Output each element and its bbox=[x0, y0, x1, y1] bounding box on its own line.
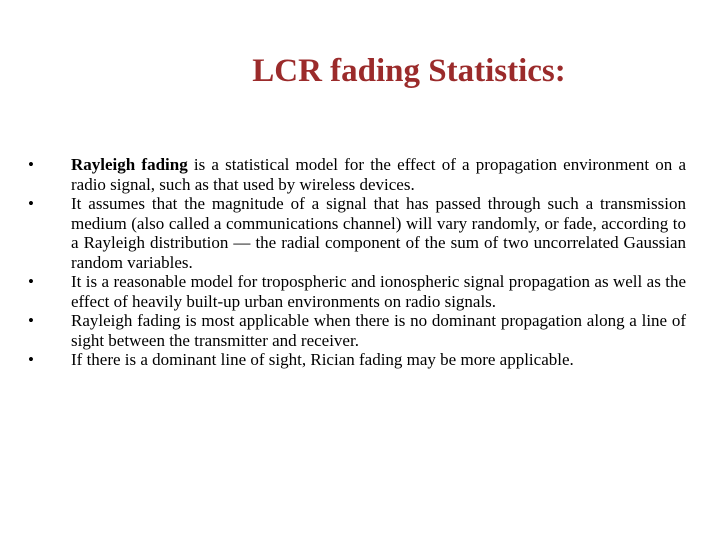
bullet-text: It is a reasonable model for tropospheric and ionospheric signal propagation as well as the effect of heavily built-up urban environments on radio signals. bbox=[71, 272, 686, 311]
bullet-item bbox=[28, 194, 686, 272]
bullet-icon: • bbox=[28, 155, 34, 174]
bullet-icon: • bbox=[28, 350, 34, 369]
bullet-icon: • bbox=[28, 194, 34, 213]
bullet-list bbox=[28, 155, 686, 370]
bullet-text: If there is a dominant line of sight, Rician fading may be more applicable. bbox=[71, 350, 574, 369]
slide-title: LCR fading Statistics: bbox=[252, 53, 566, 89]
bullet-text: Rayleigh fading is most applicable when there is no dominant propagation along a line of sight between the transmitter and receiver. bbox=[71, 311, 686, 350]
bullet-item bbox=[28, 155, 686, 194]
bullet-item bbox=[28, 311, 686, 350]
bullet-icon: • bbox=[28, 272, 34, 291]
bullet-text: It assumes that the magnitude of a signal that has passed through such a transmission medium (also called a communications channel) will vary randomly, or fade, according to a Rayleigh distribution — the radial component of the sum of two uncorrelated Gaussian random variables. bbox=[71, 194, 686, 272]
bullet-item bbox=[28, 350, 686, 370]
bullet-icon: • bbox=[28, 311, 34, 330]
bullet-lead: Rayleigh fading bbox=[71, 155, 188, 174]
bullet-text: is a statistical model for the effect of a propagation environment on a radio signal, such as that used by wireless devices. bbox=[71, 155, 686, 194]
bullet-item bbox=[28, 272, 686, 311]
